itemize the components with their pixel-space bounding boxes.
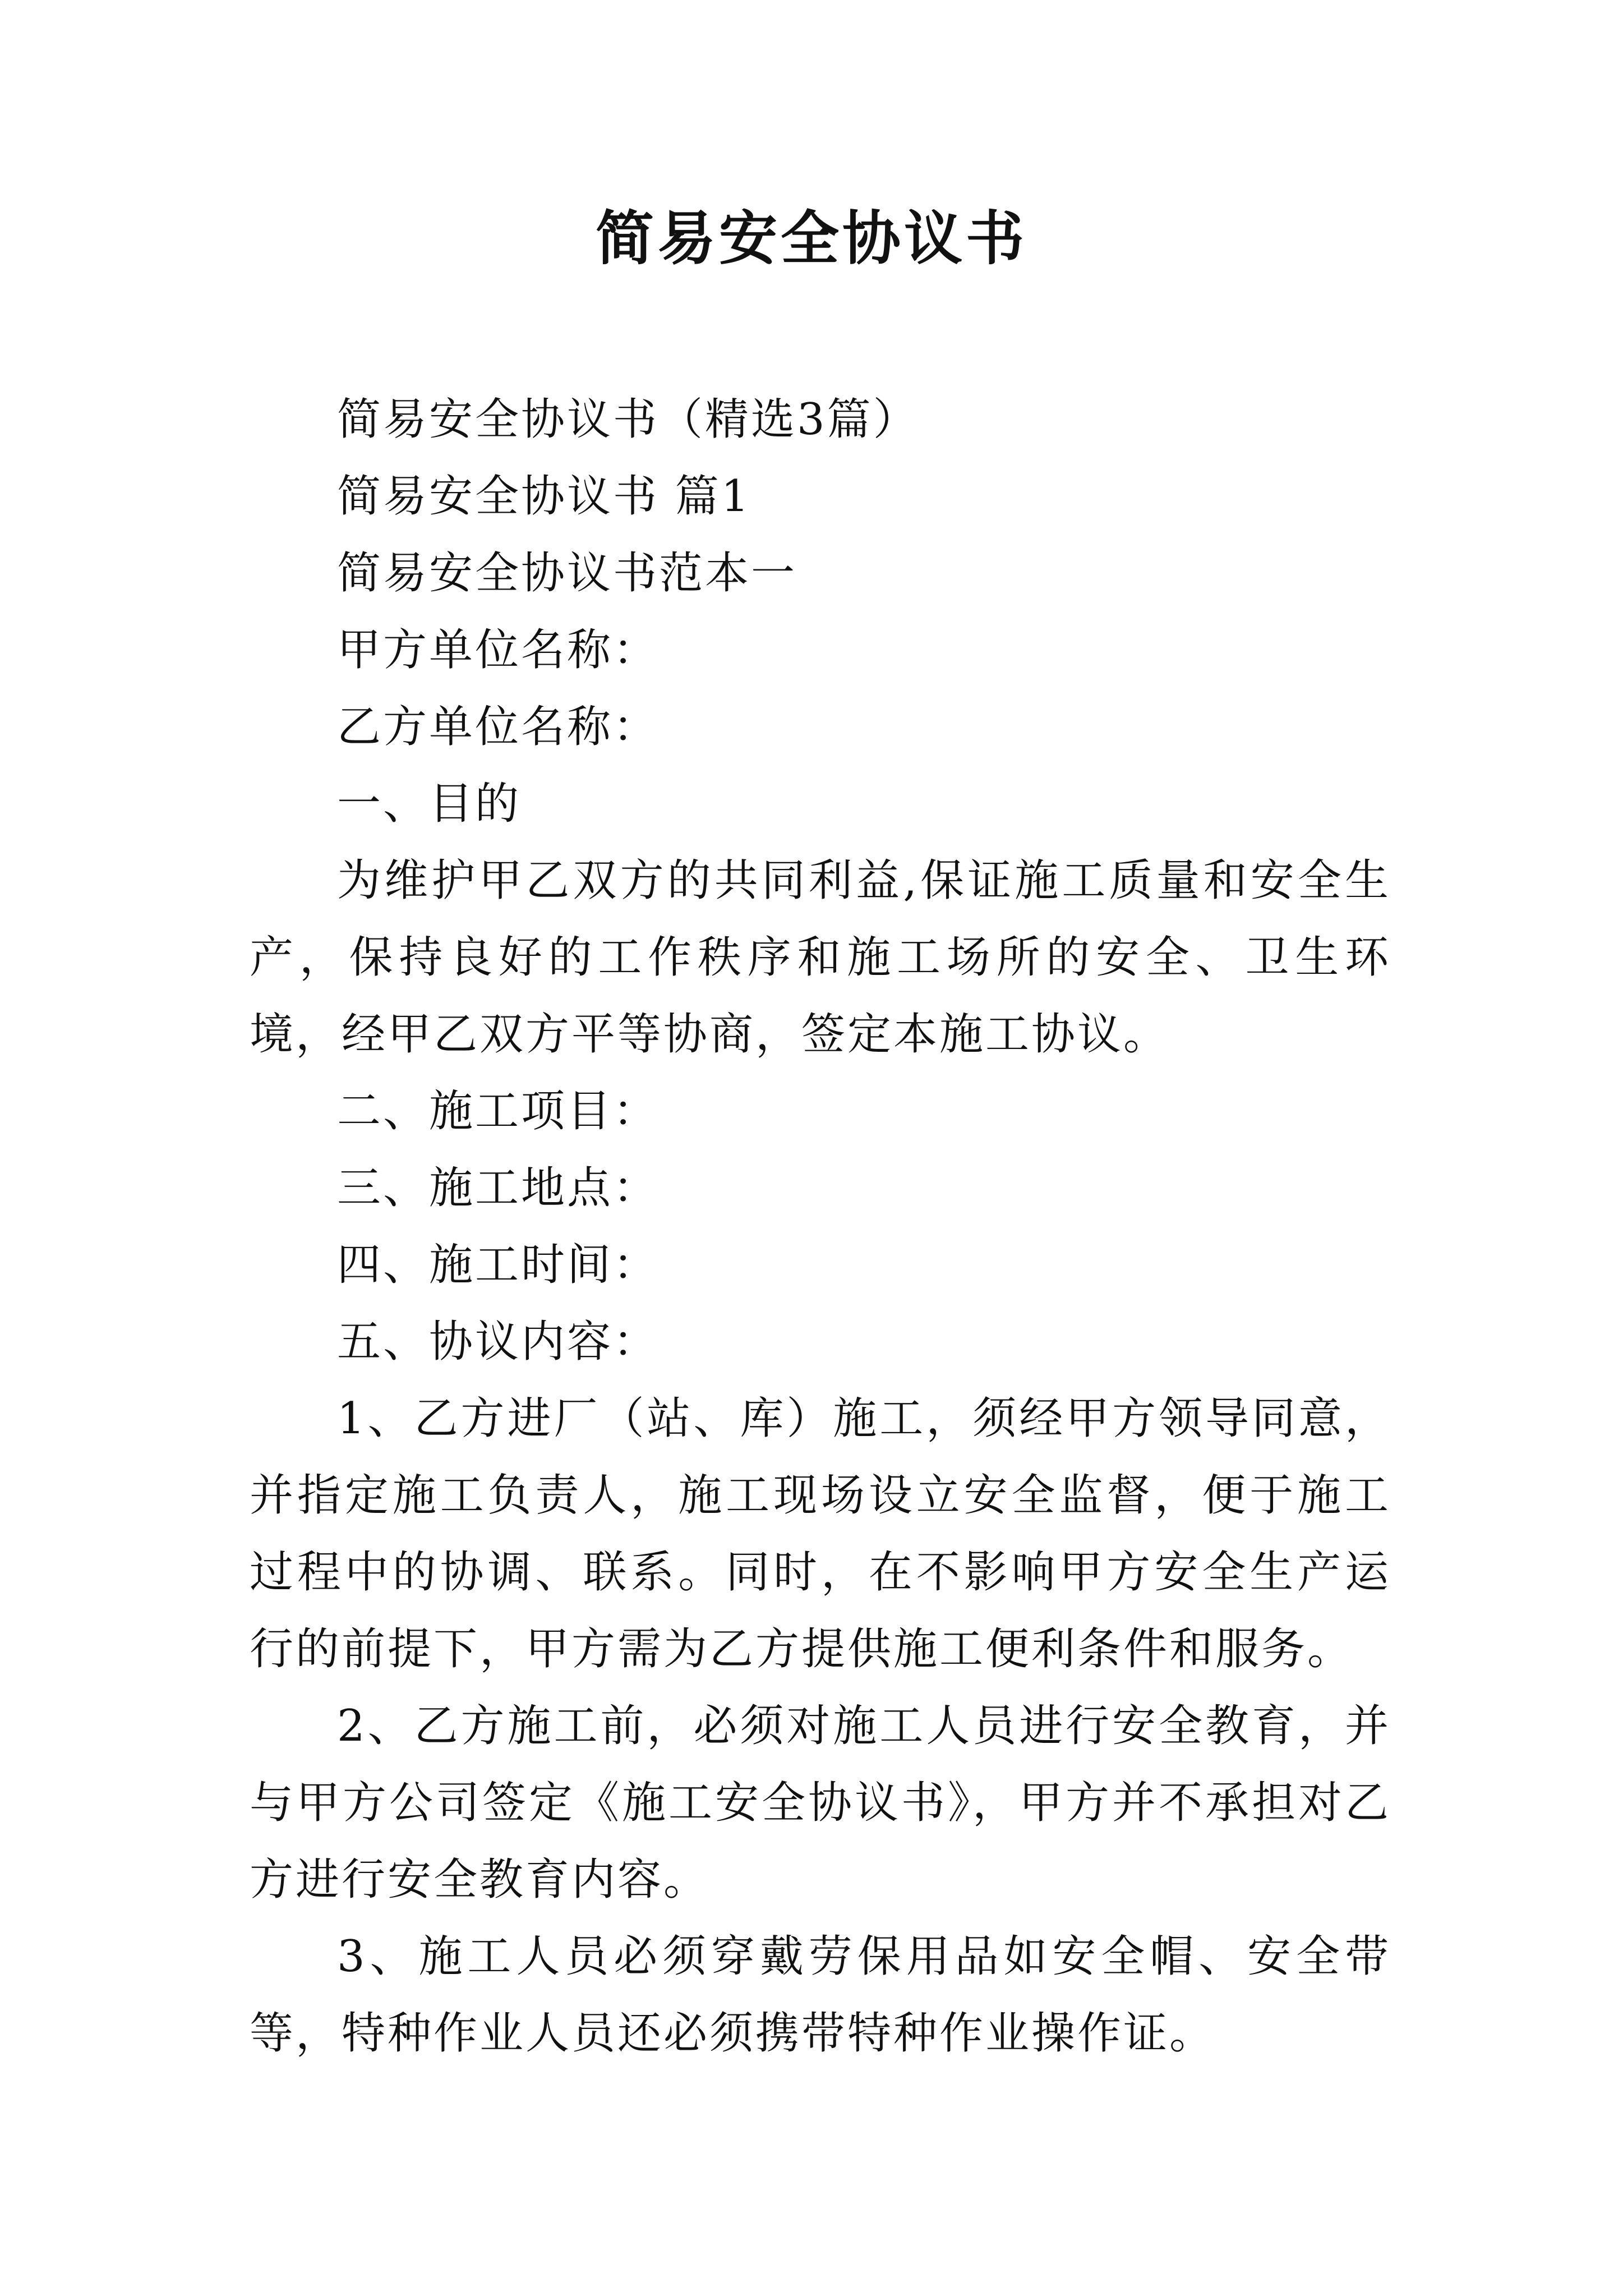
paragraph-party-b: 乙方单位名称： [337,702,660,752]
paragraph-clause-3: 3、施工人员必须穿戴劳保用品如安全帽、安全带等，特种作业人员还必须携带特种作业操作证。 [250,1931,1391,2059]
document-body [250,381,1391,2072]
paragraph-subtitle: 简易安全协议书（精选3篇） [337,394,919,445]
paragraph-purpose-text: 为维护甲乙双方的共同利益,保证施工质量和安全生产，保持良好的工作秩序和施工场所的安全、卫生环境，经甲乙双方平等协商，签定本施工协议。 [250,855,1391,1060]
paragraph-template-name: 简易安全协议书范本一 [337,548,797,599]
paragraph-purpose-heading: 一、目的 [337,779,522,829]
paragraph-section-heading: 简易安全协议书 篇1 [337,471,751,522]
paragraph-project: 二、施工项目： [337,1086,660,1137]
paragraph-party-a: 甲方单位名称： [337,625,660,675]
paragraph-time: 四、施工时间： [337,1240,660,1290]
paragraph-clause-2: 2、乙方施工前，必须对施工人员进行安全教育，并与甲方公司签定《施工安全协议书》，甲方并不承担对乙方进行安全教育内容。 [250,1701,1391,1905]
paragraph-content-heading: 五、协议内容： [337,1317,660,1367]
paragraph-location: 三、施工地点： [337,1163,660,1213]
document-title: 简易安全协议书 [595,204,1027,273]
paragraph-clause-1: 1、乙方进厂（站、库）施工，须经甲方领导同意，并指定施工负责人，施工现场设立安全监督，便于施工过程中的协调、联系。同时，在不影响甲方安全生产运行的前提下，甲方需为乙方提供施工便利条件和服务。 [250,1393,1391,1674]
